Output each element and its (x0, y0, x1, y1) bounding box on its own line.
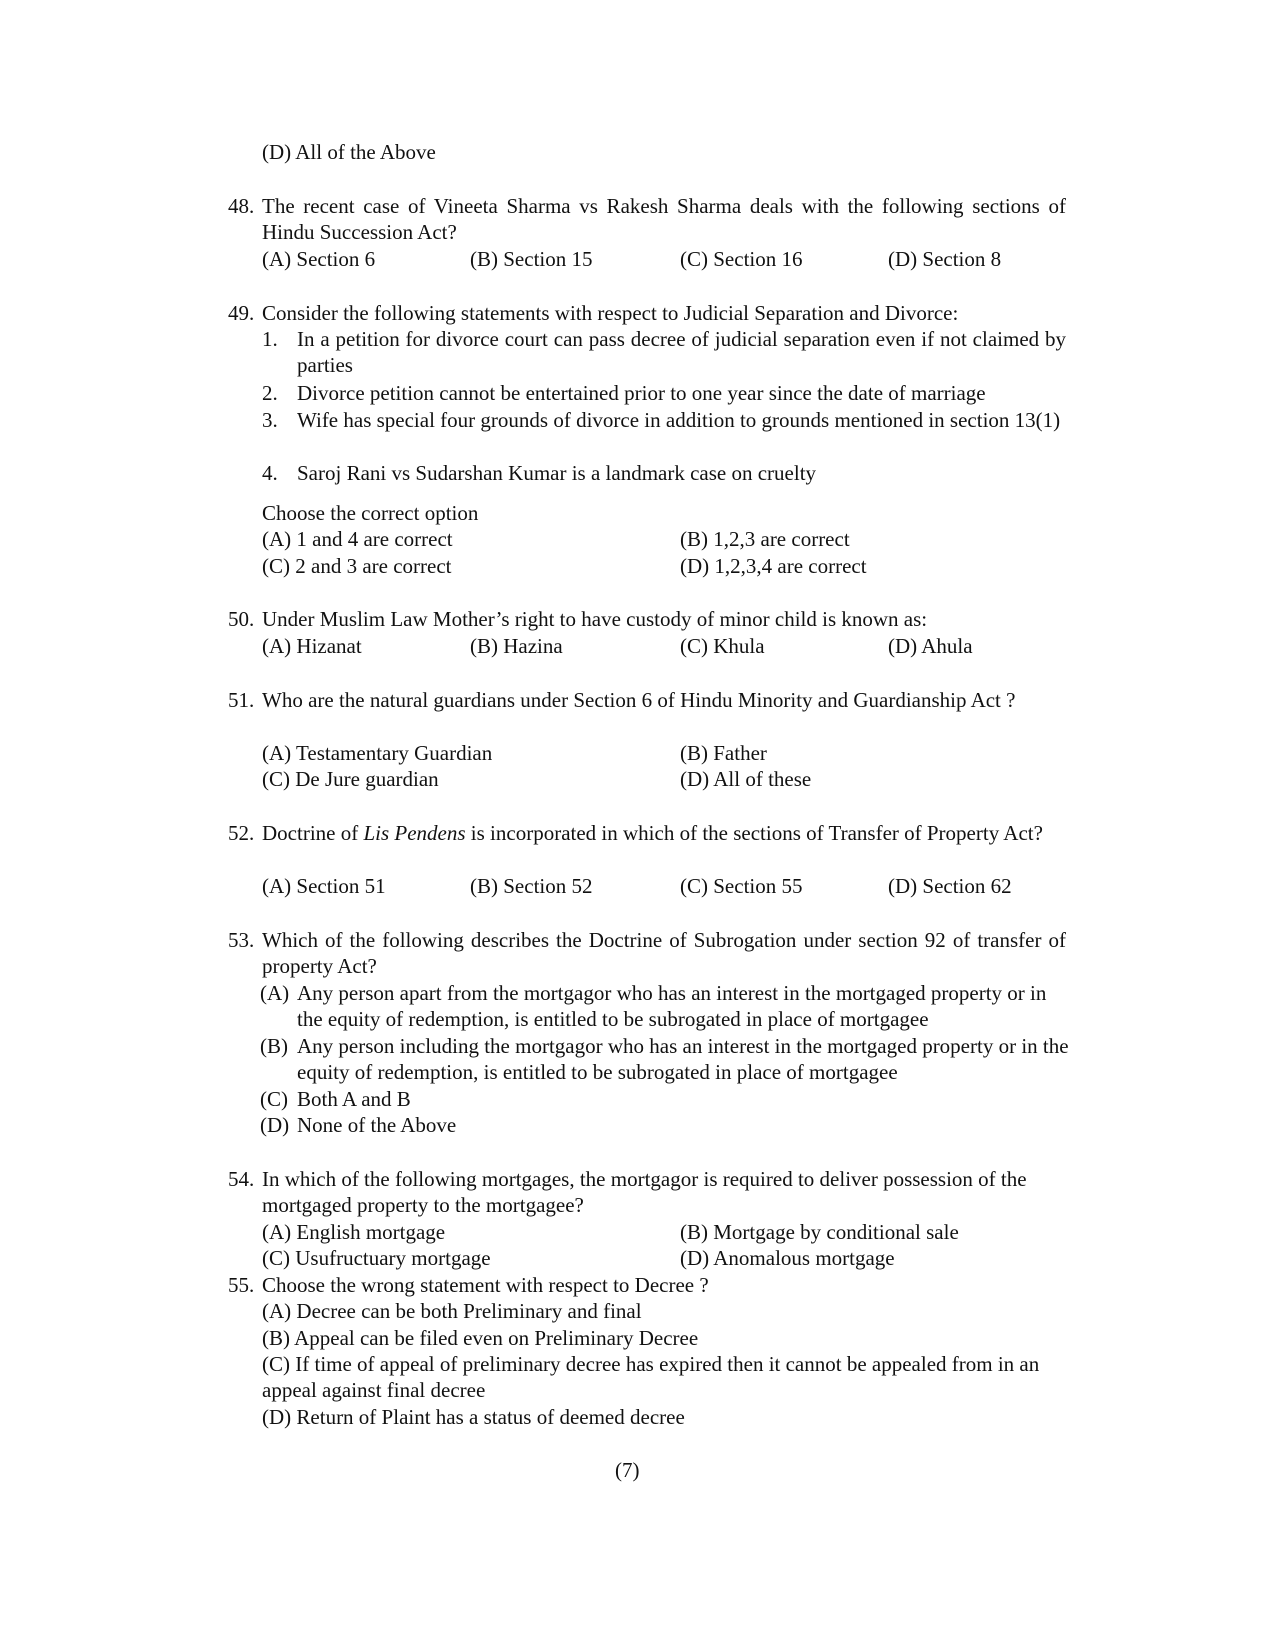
question-text: Consider the following statements with respect to Judicial Separation and Divorce: (262, 301, 959, 325)
option-d: (D) Return of Plaint has a status of deemed decree (262, 1405, 685, 1429)
option-a: (A) Hizanat (262, 634, 362, 658)
option-c: (C) Khula (680, 634, 765, 658)
option-label: (C) (260, 1087, 288, 1111)
option-c: (C) De Jure guardian (262, 767, 439, 791)
option-a: (A) 1 and 4 are correct (262, 527, 453, 551)
statement-number: 1. (262, 327, 278, 351)
statement-number: 4. (262, 461, 278, 485)
statement-text: Divorce petition cannot be entertained prior to one year since the date of marriage (297, 381, 986, 405)
question-number: 48. (228, 194, 255, 218)
option-d: (D) Anomalous mortgage (680, 1246, 895, 1270)
option-b: (B) Hazina (470, 634, 563, 658)
option-b: (B) Father (680, 741, 767, 765)
option-c: (C) Usufructuary mortgage (262, 1246, 491, 1270)
option-a: (A) Section 51 (262, 874, 386, 898)
question-text: Which of the following describes the Doctrine of Subrogation under section 92 of transfer of property Act? (262, 928, 1066, 978)
option-label: (A) (260, 981, 290, 1005)
question-text-end: is incorporated in which of the sections of Transfer of Property Act? (465, 821, 1043, 845)
option-b: (B) 1,2,3 are correct (680, 527, 850, 551)
option-d: (D) Section 62 (888, 874, 1012, 898)
page-number: (7) (615, 1458, 640, 1482)
question-text: Under Muslim Law Mother’s right to have custody of minor child is known as: (262, 607, 928, 631)
option-c: Both A and B (297, 1087, 411, 1111)
option-d: (D) All of these (680, 767, 812, 791)
option-b: (B) Appeal can be filed even on Preliminary Decree (262, 1326, 699, 1350)
question-text (262, 820, 1066, 846)
statement-text: Wife has special four grounds of divorce in addition to grounds mentioned in section 13(1) (297, 408, 1061, 432)
carryover-option-d: (D) All of the Above (262, 140, 436, 164)
question-number: 50. (228, 607, 255, 631)
option-d: (D) 1,2,3,4 are correct (680, 554, 867, 578)
option-c: (C) Section 16 (680, 247, 803, 271)
option-a: Any person apart from the mortgagor who has an interest in the mortgaged property or in the equity of redemption, is entitled to be subrogated in place of mortgagee (297, 981, 1047, 1031)
option-a: (A) Decree can be both Preliminary and final (262, 1299, 642, 1323)
question-text-start: Doctrine of (262, 821, 364, 845)
question-number: 54. (228, 1167, 255, 1191)
option-c: (C) If time of appeal of preliminary decree has expired then it cannot be appealed from in an appeal against final decree (262, 1352, 1040, 1402)
statement-text: In a petition for divorce court can pass decree of judicial separation even if not claimed by parties (297, 327, 1066, 377)
option-b: (B) Section 52 (470, 874, 593, 898)
option-a: (A) Testamentary Guardian (262, 741, 493, 765)
option-b: Any person including the mortgagor who has an interest in the mortgaged property or in the equity of redemption, is entitled to be subrogated in place of mortgagee (297, 1034, 1069, 1084)
question-text-italic: Lis Pendens (363, 821, 466, 845)
option-a: (A) Section 6 (262, 247, 376, 271)
option-c: (C) 2 and 3 are correct (262, 554, 452, 578)
option-d: (D) Section 8 (888, 247, 1002, 271)
option-d: None of the Above (297, 1113, 457, 1137)
statement-text: Saroj Rani vs Sudarshan Kumar is a landmark case on cruelty (297, 461, 817, 485)
statement-number: 2. (262, 381, 278, 405)
question-text: Choose the wrong statement with respect to Decree ? (262, 1273, 709, 1297)
statement-number: 3. (262, 408, 278, 432)
question-text: Who are the natural guardians under Section 6 of Hindu Minority and Guardianship Act ? (262, 688, 1016, 712)
question-number: 49. (228, 301, 255, 325)
option-c: (C) Section 55 (680, 874, 803, 898)
option-label: (D) (260, 1113, 290, 1137)
option-b: (B) Mortgage by conditional sale (680, 1220, 959, 1244)
option-d: (D) Ahula (888, 634, 973, 658)
question-number: 53. (228, 928, 255, 952)
option-label: (B) (260, 1034, 288, 1058)
question-text: In which of the following mortgages, the mortgagor is required to deliver possession of the mortgaged property to the mortgagee? (262, 1167, 1027, 1217)
option-a: (A) English mortgage (262, 1220, 446, 1244)
question-text: The recent case of Vineeta Sharma vs Rakesh Sharma deals with the following sections of Hindu Succession Act? (262, 194, 1066, 244)
question-number: 52. (228, 821, 255, 845)
choose-prompt: Choose the correct option (262, 501, 479, 525)
option-b: (B) Section 15 (470, 247, 593, 271)
question-number: 55. (228, 1273, 255, 1297)
question-number: 51. (228, 688, 255, 712)
